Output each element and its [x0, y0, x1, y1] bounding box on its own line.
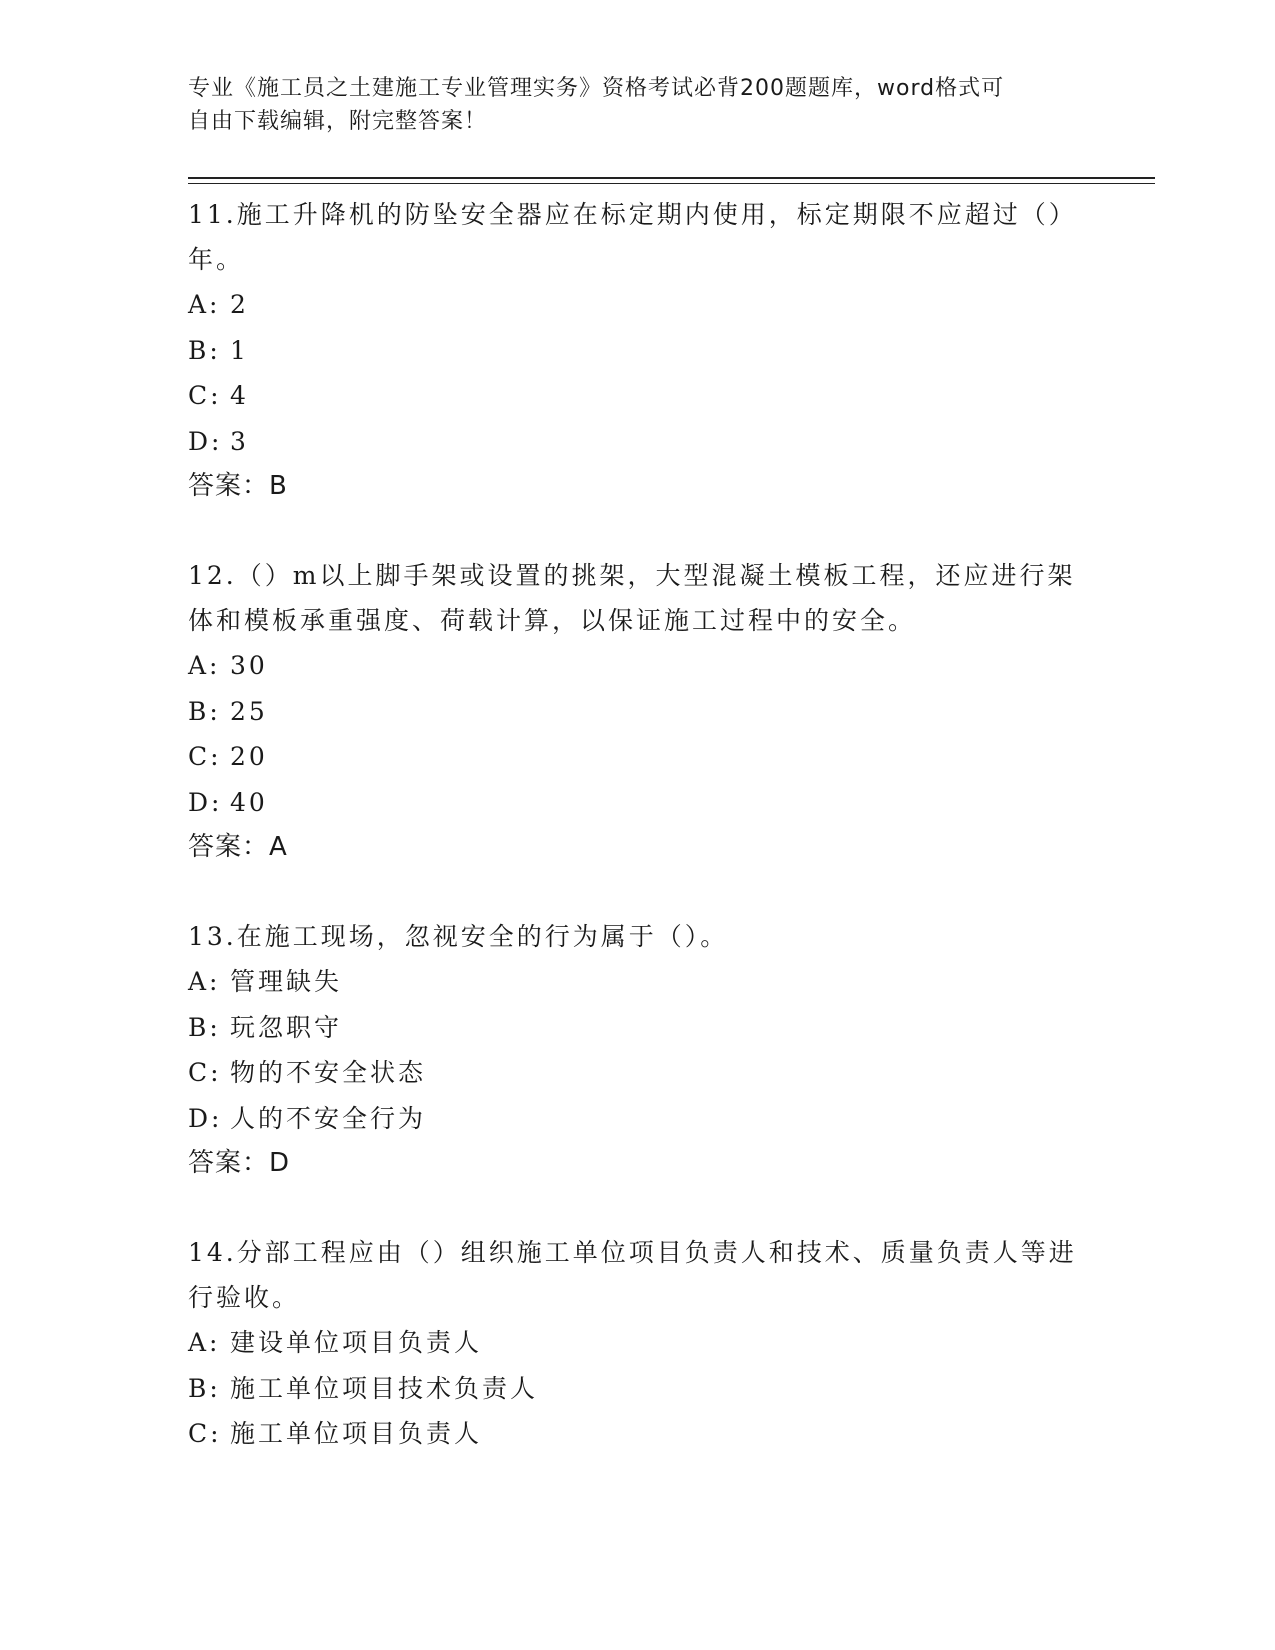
option-letter: D:: [188, 787, 223, 817]
option-text: 1: [230, 335, 249, 365]
option-a: [188, 1320, 1088, 1366]
option-b: [188, 1366, 1088, 1412]
question-text: 12.（）m以上脚手架或设置的挑架，大型混凝土模板工程，还应进行架体和模板承重强度、荷载计算，以保证施工过程中的安全。: [188, 561, 1076, 635]
option-text: 25: [230, 696, 268, 726]
option-text: 2: [230, 290, 249, 319]
option-a: [188, 282, 1088, 328]
option-c: [188, 1050, 1088, 1096]
option-letter: B:: [188, 335, 221, 365]
option-letter: B:: [188, 696, 221, 726]
option-c: [188, 1411, 1088, 1457]
answer-text: 答案：D: [188, 1148, 291, 1178]
option-text: 3: [230, 426, 249, 456]
question-text: 11.施工升降机的防坠安全器应在标定期内使用，标定期限不应超过（）年。: [188, 200, 1077, 274]
option-a: [188, 959, 1088, 1005]
option-text: 物的不安全状态: [230, 1058, 427, 1087]
question-list: [188, 192, 1088, 1501]
question-12: [188, 553, 1088, 870]
option-c: [188, 734, 1088, 780]
option-b: [188, 1005, 1088, 1051]
option-letter: A:: [188, 967, 221, 996]
option-text: 人的不安全行为: [230, 1103, 427, 1133]
header-divider-thick: [188, 177, 1155, 179]
option-a: [188, 643, 1088, 689]
option-letter: C:: [188, 381, 222, 410]
header-divider-thin: [188, 183, 1155, 184]
option-b: [188, 689, 1088, 735]
option-letter: B:: [188, 1012, 221, 1042]
header-line-2: 自由下载编辑，附完整答案！: [188, 109, 488, 134]
document-header: [188, 72, 1068, 138]
answer-text: 答案：A: [188, 832, 288, 862]
option-text: 管理缺失: [230, 967, 343, 996]
option-text: 20: [230, 742, 268, 771]
option-text: 施工单位项目负责人: [230, 1419, 483, 1448]
option-d: [188, 1096, 1088, 1142]
question-text: 14.分部工程应由（）组织施工单位项目负责人和技术、质量负责人等进行验收。: [188, 1238, 1077, 1312]
option-letter: D:: [188, 1103, 223, 1133]
option-d: [188, 419, 1088, 465]
question-text: 13.在施工现场，忽视安全的行为属于（）。: [188, 922, 729, 951]
option-text: 玩忽职守: [230, 1012, 343, 1042]
option-letter: A:: [188, 290, 221, 319]
option-text: 30: [230, 651, 268, 680]
option-text: 建设单位项目负责人: [230, 1328, 483, 1357]
option-letter: A:: [188, 1328, 221, 1357]
option-c: [188, 373, 1088, 419]
question-14: [188, 1230, 1088, 1457]
option-letter: A:: [188, 651, 221, 680]
option-letter: D:: [188, 426, 223, 456]
option-text: 施工单位项目技术负责人: [230, 1373, 539, 1403]
question-11: [188, 192, 1088, 509]
option-letter: C:: [188, 1419, 222, 1448]
question-13: [188, 914, 1088, 1186]
header-line-1: 专业《施工员之土建施工专业管理实务》资格考试必背200题题库，word格式可: [188, 76, 1005, 101]
answer-text: 答案：B: [188, 471, 288, 501]
option-letter: C:: [188, 742, 222, 771]
option-text: 40: [230, 787, 268, 817]
option-letter: C:: [188, 1058, 222, 1087]
option-letter: B:: [188, 1373, 221, 1403]
option-text: 4: [230, 381, 249, 410]
option-d: [188, 780, 1088, 826]
option-b: [188, 328, 1088, 374]
